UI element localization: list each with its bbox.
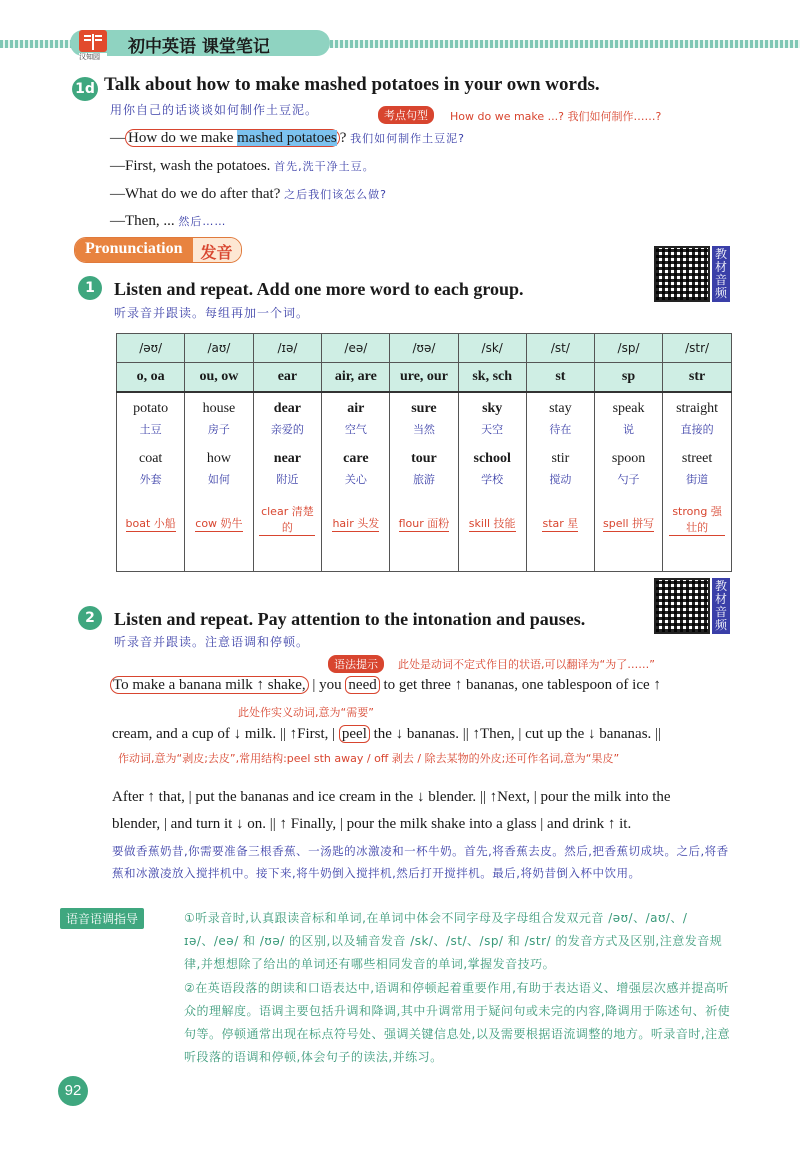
added-word: spell 拼写: [602, 517, 655, 530]
dialogue-line-2: —First, wash the potatoes. 首先,洗干净土豆。: [110, 158, 375, 174]
letter-group: ure, our: [390, 363, 458, 393]
qr-code-icon[interactable]: [654, 578, 710, 634]
passage-translation: 要做香蕉奶昔,你需要准备三根香蕉、一汤匙的冰激凌和一杯牛奶。首先,将香蕉去皮。然后,把香蕉切成块。之后,将香蕉和冰激凌放入搅拌机中。接下来,将牛奶倒入搅拌机,然后打开搅拌机。最后,将奶昔倒入杯中饮用。: [112, 844, 729, 880]
pronunciation-label-zh: 发音: [193, 238, 241, 262]
grammar-tip-tag: 语法提示: [328, 655, 384, 673]
section-badge-1: 1: [78, 276, 102, 300]
added-word: cow 奶牛: [195, 517, 243, 530]
phonetic-symbol: /ʊə/: [390, 334, 458, 363]
added-word: strong 强壮的: [669, 503, 725, 536]
letter-group: st: [526, 363, 594, 393]
passage-line-1: To make a banana milk ↑ shake, | you need to get three ↑ bananas, one tablespoon of ice ↑: [110, 675, 661, 695]
page-number: 92: [58, 1076, 88, 1106]
added-word: star 星: [542, 517, 579, 530]
word-cell: house 房子 how 如何 cow 奶牛: [185, 392, 253, 572]
letter-group: str: [663, 363, 732, 393]
section-1d-heading-zh: 用你自己的话谈谈如何制作土豆泥。: [110, 103, 319, 117]
section-badge-2: 2: [78, 606, 102, 630]
note-need: 此处作实义动词,意为“需要”: [238, 706, 374, 719]
phonetic-symbol: /əʊ/: [117, 334, 185, 363]
added-word: hair 头发: [332, 517, 380, 530]
dialogue-line-3: —What do we do after that? 之后我们该怎么做?: [110, 186, 387, 202]
word-cell: sure 当然 tour 旅游 flour 面粉: [390, 392, 458, 572]
dialogue-line-1: — How do we make mashed potatoes ? 我们如何制作土豆泥?: [110, 130, 465, 146]
letter-group: sk, sch: [458, 363, 526, 393]
passage-line-2: cream, and a cup of ↓ milk. || ↑First, | peel the ↓ bananas. || ↑Then, | cut up the ↓ bananas. ||: [112, 726, 662, 742]
word-cell: sky 天空 school 学校 skill 技能: [458, 392, 526, 572]
guide-paragraph-1: ①听录音时,认真跟读音标和单词,在单词中体会不同字母及字母组合发双元音 /əʊ/、/aʊ/、/ɪə/、/eə/ 和 /ʊə/ 的区别,以及辅音发音 /sk/、/st/、/sp/ 和 /str/ 的发音方式及区别,注意发音规律,并想想除了给出的单词还有哪些相同发音的单词,掌握发音技巧。: [184, 911, 723, 971]
added-word: skill 技能: [468, 517, 516, 530]
word-cell: speak 说 spoon 勺子 spell 拼写: [594, 392, 662, 572]
qr-audio-label: 教材音频: [712, 578, 730, 634]
word-need: need: [345, 676, 379, 694]
added-word: boat 小船: [125, 517, 176, 530]
phonetic-symbol: /ɪə/: [253, 334, 322, 363]
qr-code-icon[interactable]: [654, 246, 710, 302]
added-word: clear 清楚的: [261, 505, 314, 534]
exam-pattern-note: How do we make ...? 我们如何制作……?: [450, 110, 662, 123]
logo-text: 汉知园: [79, 53, 100, 61]
note-peel: 作动词,意为“剥皮;去皮”,常用结构:peel sth away / off 剥去 / 除去某物的外皮;还可作名词,意为“果皮”: [118, 752, 620, 765]
section-badge-1d: 1d: [72, 77, 98, 101]
phonetic-symbol: /st/: [526, 334, 594, 363]
section-1-heading-zh: 听录音并跟读。每组再加一个词。: [114, 306, 310, 320]
word-cell: air 空气 care 关心 hair 头发: [322, 392, 390, 572]
letter-group: ear: [253, 363, 322, 393]
highlighted-phrase: mashed potatoes: [237, 130, 337, 146]
phonics-table: [116, 333, 732, 572]
letter-group: air, are: [322, 363, 390, 393]
word-cell: straight 直接的 street 街道 strong 强壮的: [663, 392, 732, 572]
infinitive-phrase: To make a banana milk ↑ shake,: [110, 676, 309, 694]
phonetic-symbol: /str/: [663, 334, 732, 363]
section-1d-heading: Talk about how to make mashed potatoes in your own words.: [104, 74, 600, 95]
pronunciation-banner: [74, 237, 242, 263]
word-cell: stay 待在 stir 搅动 star 星: [526, 392, 594, 572]
header-title: 初中英语 课堂笔记: [128, 37, 270, 57]
section-1-heading: Listen and repeat. Add one more word to each group.: [114, 279, 524, 299]
phonetic-symbol: /aʊ/: [185, 334, 253, 363]
grammar-tip-note: 此处是动词不定式作目的状语,可以翻译为“为了……”: [398, 658, 655, 671]
book-logo-icon: [76, 26, 110, 60]
guide-tag: 语音语调指导: [60, 908, 144, 929]
exam-pattern-tag: 考点句型: [378, 106, 434, 124]
passage-line-4: blender, | and turn it ↓ on. || ↑ Finally, | pour the milk shake into a glass | and drink ↑ it.: [112, 816, 632, 832]
letter-group: o, oa: [117, 363, 185, 393]
letter-group: ou, ow: [185, 363, 253, 393]
pronunciation-label: Pronunciation: [75, 238, 193, 262]
qr-audio-label: 教材音频: [712, 246, 730, 302]
section-2-heading: Listen and repeat. Pay attention to the intonation and pauses.: [114, 609, 586, 629]
added-word: flour 面粉: [398, 517, 450, 530]
section-2-heading-zh: 听录音并跟读。注意语调和停顿。: [114, 635, 310, 649]
phonetic-symbol: /sp/: [594, 334, 662, 363]
passage-line-3: After ↑ that, | put the bananas and ice cream in the ↓ blender. || ↑Next, | pour the milk into the: [112, 789, 671, 805]
phonetic-symbol: /sk/: [458, 334, 526, 363]
phonetic-symbol: /eə/: [322, 334, 390, 363]
word-cell: dear 亲爱的 near 附近 clear 清楚的: [253, 392, 322, 572]
word-cell: potato 土豆 coat 外套 boat 小船: [117, 392, 185, 572]
guide-paragraph-2: ②在英语段落的朗读和口语表达中,语调和停顿起着重要作用,有助于表达语义、增强层次感并提高听众的理解度。语调主要包括升调和降调,其中升调常用于疑问句或未完的内容,降调用于陈述句、祈使句等。停顿通常出现在标点符号处、强调关键信息处,以及需要根据语流调整的地方。听录音时,注意听段落的语调和停顿,体会句子的读法,并练习。: [184, 981, 731, 1064]
dialogue-line-4: —Then, ... 然后……: [110, 213, 227, 229]
letter-group: sp: [594, 363, 662, 393]
word-peel: peel: [339, 725, 370, 743]
